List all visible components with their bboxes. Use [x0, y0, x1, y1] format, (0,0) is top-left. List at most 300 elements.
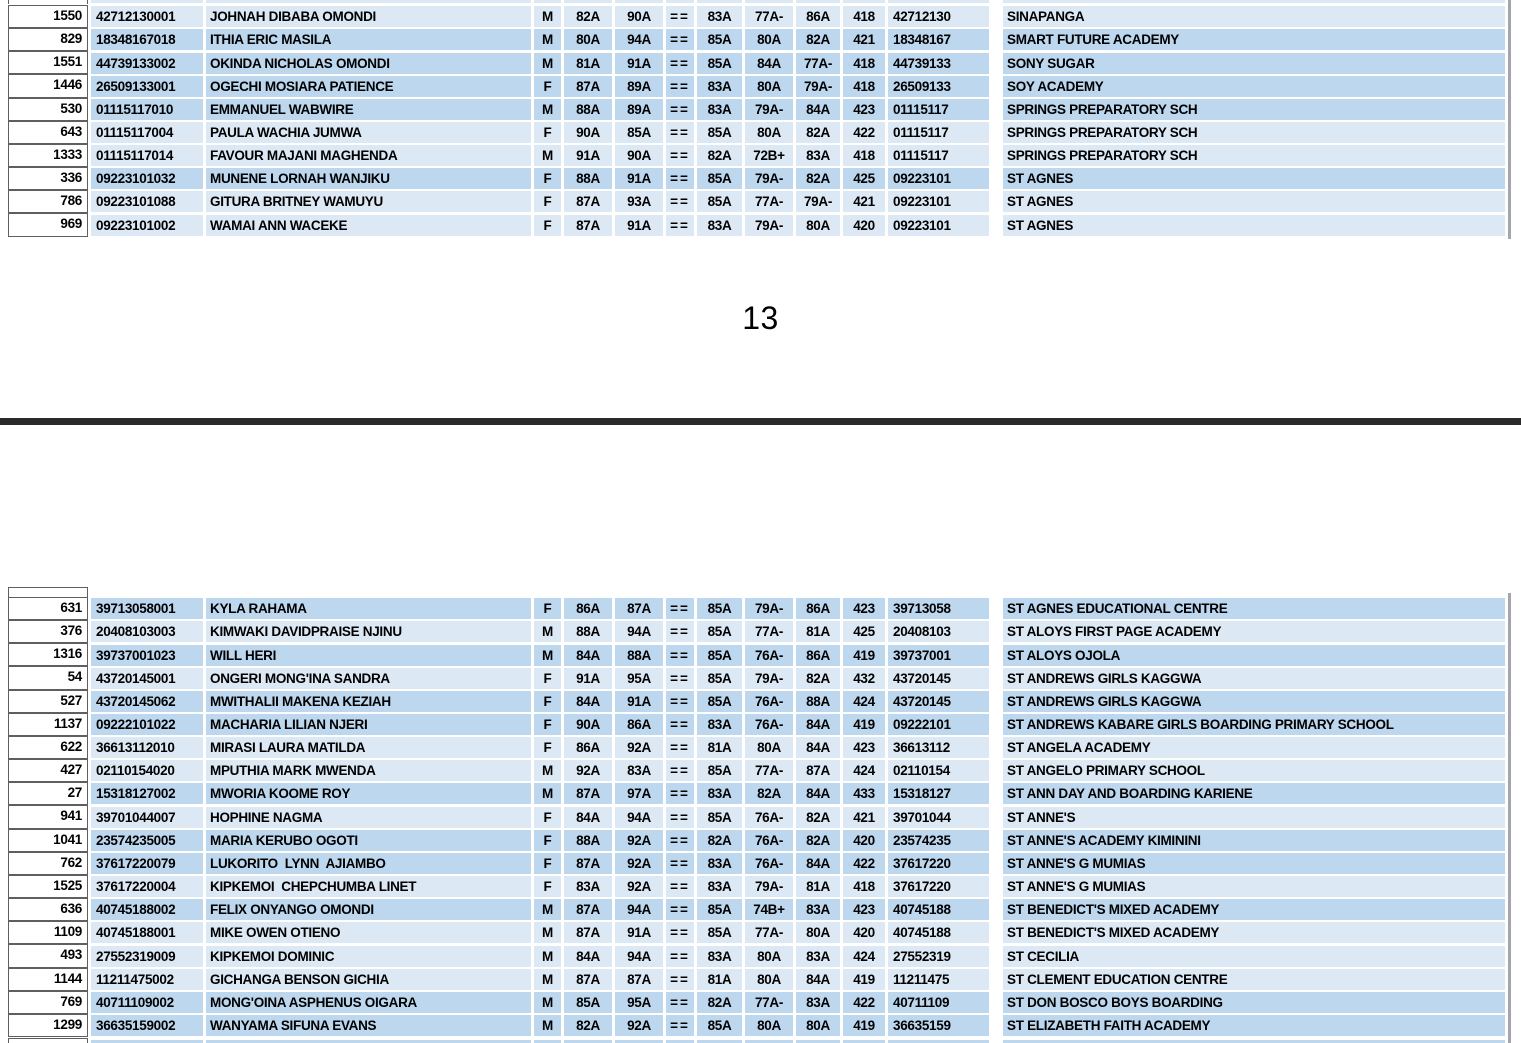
- mark-cell: 84A: [796, 99, 840, 120]
- mark-cell: 91A: [564, 145, 612, 166]
- index-number-cell: 43720145001: [91, 668, 203, 689]
- mark-cell: 81A: [564, 53, 612, 74]
- rank-cell: 643: [8, 121, 88, 144]
- rank-cell: 769: [8, 991, 88, 1014]
- results-table-upper: [8, 5, 1505, 237]
- rank-cell: 493: [8, 944, 88, 967]
- candidate-name-cell: WANYAMA SIFUNA EVANS: [206, 1015, 531, 1036]
- school-code-cell: 39713058: [888, 598, 989, 619]
- table-row: [8, 829, 1505, 852]
- index-number-cell: 09223101032: [91, 168, 203, 189]
- mark-cell: 85A: [697, 899, 742, 920]
- index-number-cell: 27552319009: [91, 946, 203, 967]
- mark-cell: 85A: [697, 668, 742, 689]
- school-name-cell: [1003, 0, 1505, 3]
- mark-cell: 82A: [796, 29, 840, 50]
- total-marks-cell: 421: [843, 191, 885, 212]
- index-number-cell: 40745188002: [91, 899, 203, 920]
- rank-cell: 1109: [8, 921, 88, 944]
- table-row: [8, 74, 1505, 97]
- school-code-cell: 09223101: [888, 191, 989, 212]
- clipped-row-bottom: [8, 1038, 1505, 1043]
- mark-cell: 80A: [796, 1015, 840, 1036]
- mark-cell: 84A: [564, 807, 612, 828]
- school-code-cell: 01115117: [888, 99, 989, 120]
- total-marks-cell: 422: [843, 853, 885, 874]
- school-code-cell: 01115117: [888, 122, 989, 143]
- total-marks-cell: 418: [843, 76, 885, 97]
- mark-cell: 87A: [564, 922, 612, 943]
- mark-cell: 87A: [564, 853, 612, 874]
- gender-cell: F: [534, 807, 561, 828]
- gender-cell: M: [534, 29, 561, 50]
- mark-cell: 85A: [697, 191, 742, 212]
- mark-cell: 77A-: [796, 53, 840, 74]
- school-code-cell: 39701044: [888, 807, 989, 828]
- mark-cell: 86A: [796, 645, 840, 666]
- school-name-cell: ST AGNES EDUCATIONAL CENTRE: [1003, 598, 1505, 619]
- candidate-name-cell: HOPHINE NAGMA: [206, 807, 531, 828]
- index-number-cell: 37617220004: [91, 876, 203, 897]
- mark-cell: 91A: [564, 668, 612, 689]
- table-row: [8, 782, 1505, 805]
- school-name-cell: SMART FUTURE ACADEMY: [1003, 29, 1505, 50]
- clipped-row-top: [8, 0, 1505, 4]
- mark-cell: 86A: [796, 6, 840, 27]
- mark-cell: 89A: [615, 76, 663, 97]
- rank-cell: 336: [8, 167, 88, 190]
- school-code-cell: 15318127: [888, 783, 989, 804]
- table-row: [8, 213, 1505, 236]
- gender-cell: M: [534, 645, 561, 666]
- mark-cell: 88A: [564, 168, 612, 189]
- index-number-cell: 18348167018: [91, 29, 203, 50]
- mark-cell: 94A: [615, 807, 663, 828]
- mark-cell: 85A: [564, 992, 612, 1013]
- gender-cell: F: [534, 668, 561, 689]
- missing-marks-cell: ==: [666, 621, 694, 642]
- rank-cell: 1333: [8, 144, 88, 167]
- mark-cell: 85A: [697, 760, 742, 781]
- school-name-cell: SOY ACADEMY: [1003, 76, 1505, 97]
- school-name-cell: ST AGNES: [1003, 191, 1505, 212]
- school-name-cell: SINAPANGA: [1003, 6, 1505, 27]
- index-number-cell: 11211475002: [91, 969, 203, 990]
- missing-marks-cell: ==: [666, 145, 694, 166]
- school-code-cell: 09222101: [888, 714, 989, 735]
- mark-cell: 92A: [615, 876, 663, 897]
- total-marks-cell: 420: [843, 215, 885, 236]
- index-number-cell: 15318127002: [91, 783, 203, 804]
- table-row: [8, 713, 1505, 736]
- total-marks-cell: 418: [843, 876, 885, 897]
- mark-cell: 76A-: [745, 714, 793, 735]
- gender-cell: M: [534, 783, 561, 804]
- rank-cell: 1446: [8, 74, 88, 97]
- mark-cell: 83A: [697, 99, 742, 120]
- mark-cell: 87A: [615, 969, 663, 990]
- candidate-name-cell: MWITHALII MAKENA KEZIAH: [206, 691, 531, 712]
- table-row: [8, 190, 1505, 213]
- rank-cell: 1316: [8, 643, 88, 666]
- candidate-name-cell: MWORIA KOOME ROY: [206, 783, 531, 804]
- rank-cell: [8, 0, 88, 4]
- mark-cell: 83A: [697, 853, 742, 874]
- mark-cell: 77A-: [745, 922, 793, 943]
- missing-marks-cell: ==: [666, 122, 694, 143]
- gender-cell: M: [534, 1015, 561, 1036]
- school-code-cell: 18348167: [888, 29, 989, 50]
- mark-cell: 79A-: [745, 598, 793, 619]
- mark-cell: 83A: [697, 876, 742, 897]
- gender-cell: F: [534, 714, 561, 735]
- gender-cell: F: [534, 876, 561, 897]
- school-code-cell: 11211475: [888, 969, 989, 990]
- total-marks-cell: 421: [843, 807, 885, 828]
- missing-marks-cell: ==: [666, 946, 694, 967]
- missing-marks-cell: ==: [666, 992, 694, 1013]
- total-marks-cell: 419: [843, 969, 885, 990]
- mark-cell: 88A: [615, 645, 663, 666]
- candidate-name-cell: MIRASI LAURA MATILDA: [206, 737, 531, 758]
- mark-cell: 83A: [697, 215, 742, 236]
- missing-marks-cell: ==: [666, 598, 694, 619]
- table-row: [8, 991, 1505, 1014]
- mark-cell: 84A: [745, 53, 793, 74]
- mark-cell: 95A: [615, 668, 663, 689]
- mark-cell: 84A: [796, 714, 840, 735]
- school-name-cell: ST CLEMENT EDUCATION CENTRE: [1003, 969, 1505, 990]
- mark-cell: 94A: [615, 946, 663, 967]
- gender-cell: M: [534, 922, 561, 943]
- mark-cell: 85A: [697, 645, 742, 666]
- rank-cell: 27: [8, 782, 88, 805]
- candidate-name-cell: KIPKEMOI CHEPCHUMBA LINET: [206, 876, 531, 897]
- candidate-name-cell: OKINDA NICHOLAS OMONDI: [206, 53, 531, 74]
- candidate-name-cell: LUKORITO LYNN AJIAMBO: [206, 853, 531, 874]
- candidate-name-cell: [206, 0, 531, 3]
- rank-cell: [8, 1038, 88, 1043]
- table-row: [8, 666, 1505, 689]
- school-name-cell: ST ANNE'S ACADEMY KIMININI: [1003, 830, 1505, 851]
- school-code-cell: 42712130: [888, 6, 989, 27]
- school-code-cell: 01115117: [888, 145, 989, 166]
- total-marks-cell: 421: [843, 29, 885, 50]
- school-name-cell: SPRINGS PREPARATORY SCH: [1003, 145, 1505, 166]
- mark-cell: 85A: [615, 122, 663, 143]
- mark-cell: 94A: [615, 29, 663, 50]
- mark-cell: 85A: [697, 691, 742, 712]
- index-number-cell: 37617220079: [91, 853, 203, 874]
- missing-marks-cell: ==: [666, 76, 694, 97]
- index-number-cell: 20408103003: [91, 621, 203, 642]
- rank-cell: 1041: [8, 829, 88, 852]
- index-number-cell: 39713058001: [91, 598, 203, 619]
- school-name-cell: ST ANDREWS GIRLS KAGGWA: [1003, 691, 1505, 712]
- mark-cell: 91A: [615, 922, 663, 943]
- school-code-cell: 20408103: [888, 621, 989, 642]
- mark-cell: 76A-: [745, 807, 793, 828]
- table-row: [8, 944, 1505, 967]
- gender-cell: F: [534, 76, 561, 97]
- school-name-cell: ST CECILIA: [1003, 946, 1505, 967]
- gender-cell: M: [534, 99, 561, 120]
- total-marks-cell: 424: [843, 946, 885, 967]
- table-row: [8, 921, 1505, 944]
- page-break-divider: [0, 418, 1521, 425]
- mark-cell: 84A: [564, 691, 612, 712]
- school-name-cell: ST ANNE'S G MUMIAS: [1003, 876, 1505, 897]
- gender-cell: M: [534, 760, 561, 781]
- mark-cell: 87A: [564, 76, 612, 97]
- candidate-name-cell: MACHARIA LILIAN NJERI: [206, 714, 531, 735]
- mark-cell: 83A: [697, 76, 742, 97]
- mark-cell: 90A: [615, 6, 663, 27]
- school-name-cell: ST ANNE'S: [1003, 807, 1505, 828]
- rank-cell: 376: [8, 620, 88, 643]
- mark-cell: 86A: [564, 737, 612, 758]
- gender-cell: M: [534, 621, 561, 642]
- mark-cell: 77A-: [745, 760, 793, 781]
- table-row: [8, 736, 1505, 759]
- school-name-cell: ST ELIZABETH FAITH ACADEMY: [1003, 1015, 1505, 1036]
- index-number-cell: 39701044007: [91, 807, 203, 828]
- gender-cell: [534, 0, 561, 3]
- rank-cell: 636: [8, 898, 88, 921]
- missing-marks-cell: ==: [666, 691, 694, 712]
- table-row: [8, 643, 1505, 666]
- total-marks-cell: 425: [843, 168, 885, 189]
- mark-cell: 84A: [796, 969, 840, 990]
- table-row: [8, 144, 1505, 167]
- table-row: [8, 759, 1505, 782]
- candidate-name-cell: ONGERI MONG'INA SANDRA: [206, 668, 531, 689]
- total-marks-cell: 432: [843, 668, 885, 689]
- mark-cell: 77A-: [745, 6, 793, 27]
- missing-marks-cell: ==: [666, 99, 694, 120]
- mark-cell: 77A-: [745, 191, 793, 212]
- total-marks-cell: 419: [843, 645, 885, 666]
- school-code-cell: 40745188: [888, 899, 989, 920]
- school-code-cell: 36635159: [888, 1015, 989, 1036]
- missing-marks-cell: ==: [666, 53, 694, 74]
- index-number-cell: 26509133001: [91, 76, 203, 97]
- table-row: [8, 1038, 1505, 1043]
- mark-cell: 82A: [697, 992, 742, 1013]
- mark-cell: 76A-: [745, 853, 793, 874]
- index-number-cell: 36613112010: [91, 737, 203, 758]
- school-name-cell: SPRINGS PREPARATORY SCH: [1003, 122, 1505, 143]
- school-code-cell: 37617220: [888, 853, 989, 874]
- school-code-cell: 02110154: [888, 760, 989, 781]
- table-row: [8, 5, 1505, 28]
- mark-cell: 92A: [615, 737, 663, 758]
- total-marks-cell: 424: [843, 691, 885, 712]
- mark-cell: 87A: [796, 760, 840, 781]
- gender-cell: F: [534, 737, 561, 758]
- index-number-cell: 39737001023: [91, 645, 203, 666]
- total-marks-cell: 423: [843, 737, 885, 758]
- mark-cell: 84A: [564, 645, 612, 666]
- mark-cell: 79A-: [745, 876, 793, 897]
- candidate-name-cell: ITHIA ERIC MASILA: [206, 29, 531, 50]
- school-name-cell: ST DON BOSCO BOYS BOARDING: [1003, 992, 1505, 1013]
- mark-cell: 83A: [615, 760, 663, 781]
- total-marks-cell: [843, 0, 885, 3]
- total-marks-cell: 418: [843, 53, 885, 74]
- mark-cell: 87A: [615, 598, 663, 619]
- missing-marks-cell: ==: [666, 29, 694, 50]
- candidate-name-cell: MUNENE LORNAH WANJIKU: [206, 168, 531, 189]
- mark-cell: 81A: [796, 876, 840, 897]
- candidate-name-cell: KYLA RAHAMA: [206, 598, 531, 619]
- gender-cell: M: [534, 6, 561, 27]
- mark-cell: 82A: [564, 1015, 612, 1036]
- total-marks-cell: 422: [843, 992, 885, 1013]
- missing-marks-cell: ==: [666, 853, 694, 874]
- mark-cell: 84A: [796, 737, 840, 758]
- mark-cell: 85A: [697, 807, 742, 828]
- mark-cell: 91A: [615, 691, 663, 712]
- mark-cell: 76A-: [745, 691, 793, 712]
- mark-cell: 92A: [615, 853, 663, 874]
- index-number-cell: 36635159002: [91, 1015, 203, 1036]
- mark-cell: 79A-: [745, 99, 793, 120]
- mark-cell: 86A: [796, 598, 840, 619]
- mark-cell: 85A: [697, 1015, 742, 1036]
- school-code-cell: 43720145: [888, 668, 989, 689]
- school-code-cell: 27552319: [888, 946, 989, 967]
- mark-cell: 83A: [697, 714, 742, 735]
- rank-cell: 1137: [8, 713, 88, 736]
- mark-cell: 91A: [615, 215, 663, 236]
- mark-cell: 80A: [796, 215, 840, 236]
- table-row: [8, 805, 1505, 828]
- table-row: [8, 121, 1505, 144]
- total-marks-cell: 423: [843, 99, 885, 120]
- mark-cell: 87A: [564, 899, 612, 920]
- mark-cell: 83A: [697, 946, 742, 967]
- missing-marks-cell: ==: [666, 6, 694, 27]
- mark-cell: 82A: [796, 830, 840, 851]
- index-number-cell: 01115117014: [91, 145, 203, 166]
- mark-cell: 83A: [796, 899, 840, 920]
- table-row: [8, 852, 1505, 875]
- candidate-name-cell: FAVOUR MAJANI MAGHENDA: [206, 145, 531, 166]
- rank-cell: 631: [8, 597, 88, 620]
- missing-marks-cell: ==: [666, 760, 694, 781]
- mark-cell: 84A: [564, 946, 612, 967]
- index-number-cell: 23574235005: [91, 830, 203, 851]
- mark-cell: 84A: [796, 783, 840, 804]
- candidate-name-cell: GICHANGA BENSON GICHIA: [206, 969, 531, 990]
- mark-cell: 80A: [745, 76, 793, 97]
- mark-cell: 87A: [564, 969, 612, 990]
- table-row: [8, 167, 1505, 190]
- index-number-cell: 02110154020: [91, 760, 203, 781]
- school-name-cell: ST ALOYS FIRST PAGE ACADEMY: [1003, 621, 1505, 642]
- index-number-cell: 01115117010: [91, 99, 203, 120]
- missing-marks-cell: ==: [666, 969, 694, 990]
- candidate-name-cell: WILL HERI: [206, 645, 531, 666]
- missing-marks-cell: ==: [666, 668, 694, 689]
- candidate-name-cell: FELIX ONYANGO OMONDI: [206, 899, 531, 920]
- missing-marks-cell: ==: [666, 191, 694, 212]
- total-marks-cell: 422: [843, 122, 885, 143]
- mark-cell: 91A: [615, 53, 663, 74]
- rank-cell: 829: [8, 28, 88, 51]
- mark-cell: 82A: [796, 668, 840, 689]
- mark-cell: 85A: [697, 922, 742, 943]
- mark-cell: 82A: [697, 145, 742, 166]
- mark-cell: 82A: [796, 122, 840, 143]
- school-name-cell: SPRINGS PREPARATORY SCH: [1003, 99, 1505, 120]
- school-code-cell: [888, 0, 989, 3]
- gender-cell: F: [534, 122, 561, 143]
- index-number-cell: 09223101002: [91, 215, 203, 236]
- total-marks-cell: 433: [843, 783, 885, 804]
- page-number: 13: [742, 300, 779, 336]
- mark-cell: 83A: [697, 783, 742, 804]
- table-edge-shadow: [1508, 0, 1511, 239]
- mark-cell: [796, 0, 840, 3]
- mark-cell: 85A: [697, 598, 742, 619]
- index-number-cell: 09222101022: [91, 714, 203, 735]
- mark-cell: 83A: [697, 6, 742, 27]
- gender-cell: F: [534, 830, 561, 851]
- school-name-cell: ST ANGELO PRIMARY SCHOOL: [1003, 760, 1505, 781]
- mark-cell: 90A: [564, 122, 612, 143]
- candidate-name-cell: MPUTHIA MARK MWENDA: [206, 760, 531, 781]
- rank-cell: 427: [8, 759, 88, 782]
- school-name-cell: ST AGNES: [1003, 215, 1505, 236]
- candidate-name-cell: EMMANUEL WABWIRE: [206, 99, 531, 120]
- mark-cell: 76A-: [745, 645, 793, 666]
- mark-cell: 82A: [564, 6, 612, 27]
- total-marks-cell: 423: [843, 598, 885, 619]
- mark-cell: 80A: [745, 946, 793, 967]
- school-code-cell: 39737001: [888, 645, 989, 666]
- mark-cell: 82A: [745, 783, 793, 804]
- missing-marks-cell: ==: [666, 645, 694, 666]
- missing-marks-cell: ==: [666, 168, 694, 189]
- mark-cell: 85A: [697, 621, 742, 642]
- rank-cell: 969: [8, 213, 88, 236]
- mark-cell: 79A-: [745, 215, 793, 236]
- rank-cell: 530: [8, 98, 88, 121]
- school-name-cell: ST ANNE'S G MUMIAS: [1003, 853, 1505, 874]
- gender-cell: F: [534, 191, 561, 212]
- school-code-cell: 09223101: [888, 168, 989, 189]
- index-number-cell: 01115117004: [91, 122, 203, 143]
- table-row: [8, 968, 1505, 991]
- table-row: [8, 28, 1505, 51]
- total-marks-cell: 418: [843, 6, 885, 27]
- table-edge-shadow: [1508, 593, 1511, 1043]
- candidate-name-cell: GITURA BRITNEY WAMUYU: [206, 191, 531, 212]
- school-code-cell: 36613112: [888, 737, 989, 758]
- total-marks-cell: 419: [843, 714, 885, 735]
- index-number-cell: 40745188001: [91, 922, 203, 943]
- missing-marks-cell: ==: [666, 922, 694, 943]
- mark-cell: 88A: [564, 99, 612, 120]
- candidate-name-cell: PAULA WACHIA JUMWA: [206, 122, 531, 143]
- school-name-cell: ST ANN DAY AND BOARDING KARIENE: [1003, 783, 1505, 804]
- table-row: [8, 51, 1505, 74]
- table-row: [8, 0, 1505, 4]
- school-name-cell: ST BENEDICT'S MIXED ACADEMY: [1003, 922, 1505, 943]
- mark-cell: [615, 0, 663, 3]
